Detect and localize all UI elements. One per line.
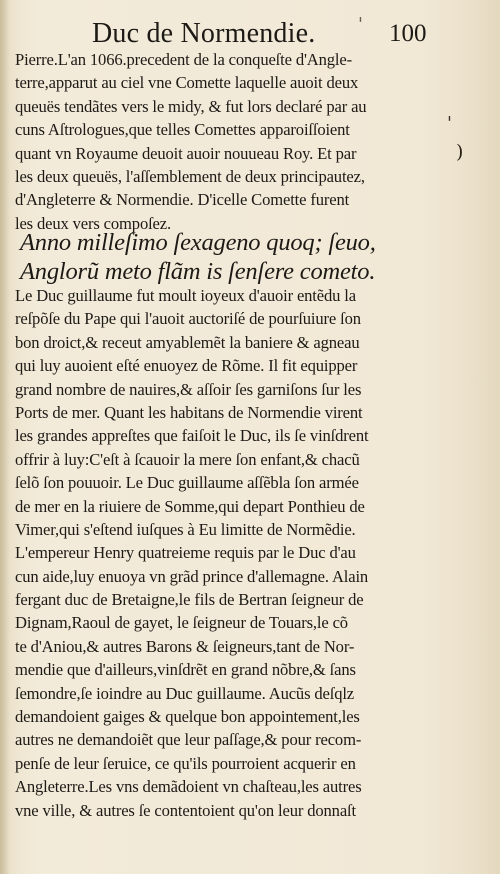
text-line: les deux vers compoſez. bbox=[15, 213, 171, 233]
latin-verse-line-1: Anno milleſimo ſexageno quoq; ſeuo, bbox=[20, 229, 376, 256]
text-line: Vimer,qui s'eſtend iuſques à Eu limitte de Normẽdie. bbox=[15, 519, 356, 539]
paragraph-comet bbox=[15, 48, 433, 235]
text-line: Dignam,Raoul de gayet, le ſeigneur de Touars,le cõ bbox=[15, 613, 348, 633]
text-line: qui luy auoient eſté enuoyez de Rõme. Il fit equipper bbox=[15, 356, 358, 376]
text-line: mendie que d'ailleurs,vinſdrẽt en grand nõbre,& ſans bbox=[15, 660, 356, 680]
text-line: vne ville, & autres ſe contentoient qu'on leur donnaſt bbox=[15, 800, 356, 820]
text-line: penſe de leur ſeruice, ce qu'ils pourroient acquerir en bbox=[15, 753, 356, 773]
text-line: reſpõſe du Pape qui l'auoit auctoriſé de pourſuiure ſon bbox=[15, 309, 361, 329]
running-head bbox=[0, 14, 500, 50]
text-line: grand nombre de nauires,& aſſoir ſes garniſons ſur les bbox=[15, 379, 362, 399]
text-line: cuns Aſtrologues,que telles Comettes apparoiſſoient bbox=[15, 120, 350, 140]
text-line: demandoient gaiges & quelque bon appointement,les bbox=[15, 707, 360, 727]
text-line: Pierre.L'an 1066.precedent de la conqueſte d'Angle- bbox=[15, 50, 352, 69]
running-head-mark: ' bbox=[358, 14, 363, 35]
text-line: queuës tendãtes vers le midy, & fut lors declaré par au bbox=[15, 96, 367, 116]
text-line: fergant duc de Bretaigne,le fils de Bertran ſeigneur de bbox=[15, 590, 364, 610]
text-line: les grandes appreſtes que faiſoit le Duc, ils ſe vinſdrent bbox=[15, 426, 369, 446]
text-line: ſelõ ſon pouuoir. Le Duc guillaume aſſẽbla ſon armée bbox=[15, 473, 359, 493]
latin-verse-line-2: Anglorũ meto flãm is ſenſere cometo. bbox=[20, 258, 376, 285]
text-line: de mer en la riuiere de Somme,qui depart Ponthieu de bbox=[15, 496, 365, 516]
text-line: quant vn Royaume deuoit auoir nouueau Roy. Et par bbox=[15, 143, 357, 163]
text-line: cun aide,luy enuoya vn grãd prince d'allemagne. Alain bbox=[15, 566, 369, 586]
text-line: les deux queuës, l'aſſemblement de deux principautez, bbox=[15, 166, 365, 186]
text-line: te d'Aniou,& autres Barons & ſeigneurs,tant de Nor- bbox=[15, 636, 355, 656]
page-number: 100 bbox=[389, 20, 427, 47]
text-line: autres ne demandoiẽt que leur paſſage,& pour recom- bbox=[15, 730, 362, 750]
paragraph-duke-guillaume bbox=[15, 284, 433, 822]
text-line: offrir à luy:C'eſt à ſcauoir la mere ſon enfant,& chacũ bbox=[15, 449, 360, 469]
text-line: terre,apparut au ciel vne Comette laquelle auoit deux bbox=[15, 73, 359, 93]
text-line: d'Angleterre & Normendie. D'icelle Comette furent bbox=[15, 190, 350, 210]
text-line: Le Duc guillaume fut moult ioyeux d'auoir entẽdu la bbox=[15, 286, 356, 305]
text-line: Ports de mer. Quant les habitans de Normendie virent bbox=[15, 402, 363, 422]
running-head-title: Duc de Normendie. bbox=[92, 18, 316, 49]
text-line: bon droict,& receut amyablemẽt la baniere & agneau bbox=[15, 332, 360, 352]
text-line: L'empereur Henry quatreieme requis par le Duc d'au bbox=[15, 543, 356, 563]
gutter-shadow bbox=[0, 0, 10, 874]
margin-mark: ' bbox=[447, 113, 452, 134]
text-line: ſemondre,ſe ioindre au Duc guillaume. Aucũs deſqlz bbox=[15, 683, 355, 703]
margin-bracket-mark: ) bbox=[456, 141, 464, 163]
text-line: Angleterre.Les vns demãdoient vn chaſteau,les autres bbox=[15, 777, 362, 797]
